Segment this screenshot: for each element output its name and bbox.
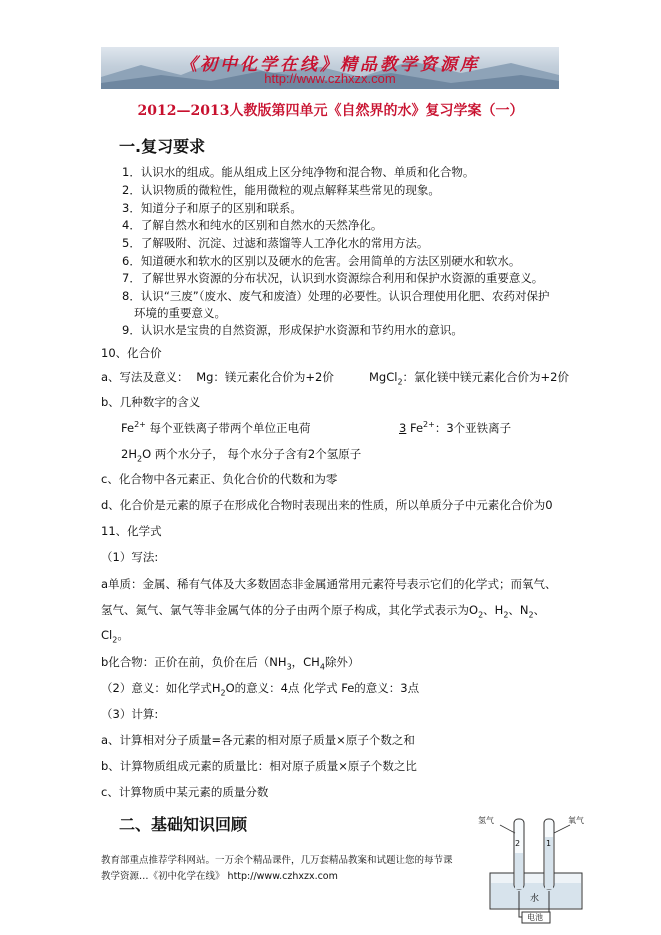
water-label: 水 bbox=[530, 894, 540, 904]
valence-b-label: b、几种数字的含义 bbox=[101, 395, 201, 409]
h2o-line: $2H_2O$ 两个水分子， 每个水分子含有2个氢原子 bbox=[121, 447, 362, 464]
calc-c: c、计算物质中某元素的质量分数 bbox=[101, 785, 269, 799]
formula-a-line2: 氢气、氮气、氯气等非金属气体的分子由两个原子构成，其化学式表示为$O_2$、$H_2$、$N_2$、 bbox=[101, 603, 546, 620]
calc-a: a、计算相对分子质量=各元素的相对原子质量×原子个数之和 bbox=[101, 733, 415, 747]
formula-b-line: b化合物：正价在前，负价在后（$NH_3$，$CH_4$除外） bbox=[101, 655, 360, 672]
section-heading-review: 一.复习要求 bbox=[119, 137, 206, 156]
list-item: 1．认识水的组成。能从组成上区分纯净物和混合物、单质和化合物。 bbox=[122, 165, 475, 179]
calc-b: b、计算物质组成元素的质量比：相对原子质量×原子个数之比 bbox=[101, 759, 417, 773]
formula-a-line1: a单质：金属、稀有气体及大多数固态非金属通常用元素符号表示它们的化学式；而氧气、 bbox=[101, 577, 557, 591]
fe-ion-line: $Fe^{2+}$ 每个亚铁离子带两个单位正电荷 bbox=[121, 420, 311, 435]
footer-line-1: 教育部重点推荐学科网站。一万余个精品课件，几万套精品教案和试题让您的每节课 bbox=[101, 855, 453, 866]
valence-mgcl2: MgCl$_2$：氯化镁中镁元素化合价为+2价 bbox=[369, 370, 569, 387]
valence-heading: 10、化合价 bbox=[101, 346, 162, 360]
valence-d: d、化合价是元素的原子在形成化合物时表现出来的性质，所以单质分子中元素化合价为0 bbox=[101, 498, 553, 512]
list-item: 6．知道硬水和软水的区别以及硬水的危害。会用简单的方法区别硬水和软水。 bbox=[122, 254, 521, 268]
electrolysis-diagram bbox=[478, 813, 594, 931]
header-banner bbox=[101, 47, 559, 89]
formula-writing-label: （1）写法: bbox=[101, 550, 159, 564]
section-heading-basics: 二、基础知识回顾 bbox=[119, 815, 248, 834]
list-item: 8．认识“三废”（废水、废气和废渣）处理的必要性。认识合理使用化肥、农药对保护 bbox=[122, 289, 550, 303]
tube-left-number: 2 bbox=[515, 839, 521, 848]
formula-heading: 11、化学式 bbox=[101, 524, 162, 538]
formula-a-line3: $Cl_2$。 bbox=[101, 628, 129, 645]
banner-url[interactable]: http://www.czhxzx.com bbox=[264, 71, 396, 86]
battery-label: 电池 bbox=[527, 913, 543, 922]
list-item-continuation: 环境的重要意义。 bbox=[134, 306, 226, 320]
list-item: 4．了解自然水和纯水的区别和自然水的天然净化。 bbox=[122, 218, 383, 232]
list-item: 9．认识水是宝贵的自然资源，形成保护水资源和节约用水的意识。 bbox=[122, 323, 463, 337]
valence-c: c、化合物中各元素正、负化合价的代数和为零 bbox=[101, 472, 338, 486]
fe-3-ions: 3 $Fe^{2+}$：3个亚铁离子 bbox=[399, 420, 512, 435]
valence-a-line: a、写法及意义： Mg：镁元素化合价为+2价 bbox=[101, 370, 334, 384]
footer-line-2: 教学资源…《初中化学在线》 http://www.czhxzx.com bbox=[101, 871, 338, 882]
hydrogen-label: 氢气 bbox=[478, 816, 494, 825]
footer-url[interactable]: http://www.czhxzx.com bbox=[227, 871, 338, 882]
footer-note bbox=[101, 853, 481, 885]
formula-calc-label: （3）计算: bbox=[101, 707, 159, 721]
tube-right-number: 1 bbox=[546, 839, 552, 848]
list-item: 5．了解吸附、沉淀、过滤和蒸馏等人工净化水的常用方法。 bbox=[122, 236, 429, 250]
banner-title: 《初中化学在线》精品教学资源库 bbox=[180, 55, 480, 75]
list-item: 7．了解世界水资源的分布状况，认识到水资源综合利用和保护水资源的重要意义。 bbox=[122, 271, 544, 285]
formula-meaning: （2）意义：如化学式$H_2O$的意义：4点 化学式 Fe的意义：3点 bbox=[101, 681, 420, 698]
list-item: 3．知道分子和原子的区别和联系。 bbox=[122, 201, 302, 215]
oxygen-label: 氧气 bbox=[568, 816, 584, 825]
document-title: 2012—2013人教版第四单元《自然界的水》复习学案（一） bbox=[137, 103, 524, 119]
list-item: 2．认识物质的微粒性，能用微粒的观点解释某些常见的现象。 bbox=[122, 183, 440, 197]
